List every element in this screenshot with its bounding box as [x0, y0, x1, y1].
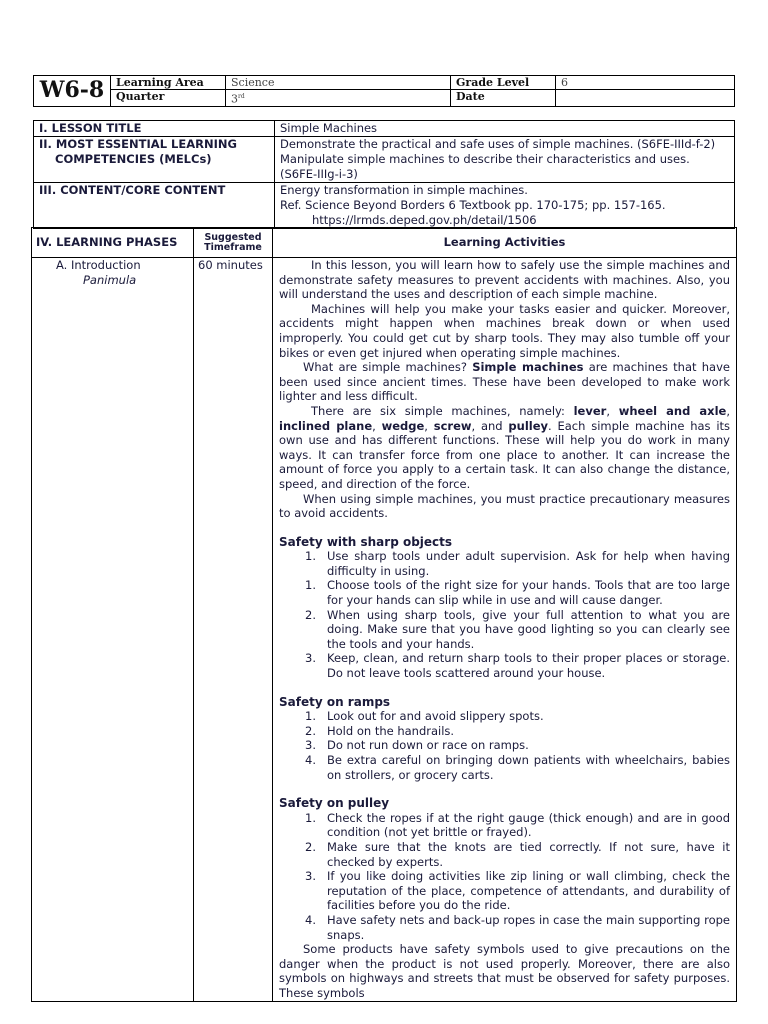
melc-label [34, 137, 275, 183]
machine-term: wedge [381, 418, 425, 433]
content-reference: Ref. Science Beyond Borders 6 Textbook pp. 170-175; pp. 157-165. [280, 198, 666, 212]
list-number: 2. [305, 723, 316, 738]
machine-term: screw [433, 418, 472, 433]
text-run: . Each simple machine has its own use and has different functions. These will help you do work in many ways. It can transfer force from one place to another. It can increase the amount of force you apply to a certain task. It can also change the distance, speed, and direction of the force. [279, 418, 731, 491]
lesson-title-label: I. LESSON TITLE [34, 121, 275, 137]
ramps-list [279, 709, 730, 782]
text-run: What are simple machines? [303, 360, 473, 375]
list-text: Choose tools of the right size for your hands. Tools that are too large for your hands can slip while in use and will cause danger. [327, 578, 730, 608]
timeframe-value: 60 minutes [194, 258, 273, 1002]
quarter-value [226, 90, 451, 107]
phase-name: A. Introduction [56, 258, 141, 272]
list-text: Be extra careful on bringing down patients with wheelchairs, babies on strollers, or grocery carts. [327, 753, 730, 782]
lesson-info-table [33, 120, 735, 229]
week-code: W6-8 [34, 76, 111, 107]
learning-area-value: Science [226, 76, 451, 90]
melc-item: (S6FE-IIIg-i-3) [280, 167, 358, 181]
intro-paragraph: When using simple machines, you must practice precautionary measures to avoid accidents. [279, 491, 730, 521]
melc-item: Demonstrate the practical and safe uses of simple machines. (S6FE-IIId-f-2) [280, 137, 716, 151]
intro-paragraph: There are six simple machines, namely: lever, wheel and axle, inclined plane, wedge, screw, and pulley. Each simple machine has its own use and has different functions. These will help you do work in many ways. It can transfer force from one place to another. It can increase the amount of force you apply to a certain task. It can also change the distance, speed, and direction of the force. [279, 403, 731, 491]
list-text: Make sure that the knots are tied correctly. If not sure, have it checked by experts. [327, 839, 730, 869]
list-item [303, 840, 730, 869]
melc-label-line1: II. MOST ESSENTIAL LEARNING [39, 137, 237, 151]
list-item [303, 869, 730, 913]
quarter-suffix: rd [238, 93, 245, 100]
text-run: There are six simple machines, namely: [311, 403, 574, 418]
quarter-number: 3 [231, 92, 238, 106]
learning-activities [273, 258, 737, 1002]
phase-cell [32, 258, 194, 1002]
list-number: 2. [305, 607, 316, 622]
learning-phases-table [31, 227, 737, 1002]
lesson-title-value: Simple Machines [275, 121, 735, 137]
list-text: Have safety nets and back-up ropes in case the main supporting rope snaps. [327, 912, 730, 942]
list-text: Use sharp tools under adult supervision. Ask for help when having difficulty in using. [327, 549, 730, 578]
sharp-objects-list [279, 549, 730, 680]
list-text: Hold on the handrails. [327, 723, 455, 738]
list-text: When using sharp tools, give your full attention to what you are doing. Make sure that you have good lighting so you can clearly see the tools and your hands. [327, 607, 730, 651]
header-table [33, 75, 735, 107]
list-item [303, 738, 730, 753]
list-item [303, 651, 730, 680]
machine-term: wheel and axle [618, 403, 727, 418]
phase-subtitle: Panimula [83, 272, 137, 287]
list-number: 4. [305, 753, 316, 767]
intro-paragraph [279, 360, 730, 404]
list-number: 1. [305, 549, 316, 564]
content-value [275, 183, 735, 229]
list-number: 3. [305, 738, 316, 753]
list-item [303, 578, 730, 607]
bold-term: Simple machines [472, 360, 584, 375]
list-number: 3. [305, 869, 316, 884]
grade-level-label: Grade Level [451, 76, 556, 90]
section-heading: Safety on ramps [279, 694, 391, 709]
section-heading: Safety on pulley [279, 796, 390, 811]
list-item [303, 549, 730, 578]
closing-paragraph: Some products have safety symbols used to give precautions on the danger when the product is not used properly. Moreover, there are also symbols on highways and streets that must be observed for safety purposes. These symbols [279, 942, 730, 1000]
list-text: If you like doing activities like zip lining or wall climbing, check the reputation of the place, competence of attendants, and durability of facilities before you do the ride. [327, 869, 730, 913]
machine-term: pulley [508, 418, 549, 433]
list-number: 3. [305, 651, 316, 666]
list-item [303, 709, 730, 724]
list-item [303, 608, 730, 652]
list-text: Do not run down or race on ramps. [327, 738, 529, 753]
list-number: 1. [305, 578, 316, 593]
list-number: 2. [305, 839, 316, 854]
intro-paragraph: Machines will help you make your tasks easier and quicker. Moreover, accidents might happen when machines break down or when used improperly. You could get cut by sharp tools. They may also tumble off your bikes or even get injured when operating simple machines. [279, 301, 730, 360]
list-item [303, 913, 730, 942]
pulley-list [279, 811, 730, 942]
date-label: Date [451, 90, 556, 107]
melc-item: Manipulate simple machines to describe their characteristics and uses. [280, 152, 690, 166]
date-value [556, 90, 735, 107]
quarter-label: Quarter [111, 90, 226, 107]
text-run: are machines that have been used since ancient times. These have been developed to make work lighter and less difficult. [279, 360, 730, 404]
learning-area-label: Learning Area [111, 76, 226, 90]
activities-column-header: Learning Activities [273, 228, 737, 258]
content-line: Energy transformation in simple machines. [280, 183, 528, 197]
list-item [303, 753, 730, 782]
reference-link[interactable]: https://lrmds.deped.gov.ph/detail/1506 [312, 213, 537, 227]
grade-level-value: 6 [556, 76, 735, 90]
list-number: 4. [305, 912, 316, 927]
list-text: Keep, clean, and return sharp tools to their proper places or storage. Do not leave tools scattered around your house. [327, 651, 730, 681]
list-number: 1. [305, 810, 316, 825]
list-item [303, 811, 730, 840]
section-heading: Safety with sharp objects [279, 534, 453, 549]
timeframe-column-header: Suggested Timeframe [194, 228, 273, 258]
melc-value [275, 137, 735, 183]
phase-column-header: IV. LEARNING PHASES [32, 228, 194, 258]
list-text: Look out for and avoid slippery spots. [327, 709, 544, 724]
intro-paragraph: In this lesson, you will learn how to safely use the simple machines and demonstrate safety measures to prevent accidents with machines. Also, you will understand the uses and description of each simple machine. [279, 258, 730, 302]
machine-term: lever [573, 403, 607, 418]
melc-label-line2: COMPETENCIES (MELCs) [55, 152, 212, 166]
list-number: 1. [305, 709, 316, 724]
list-text: Check the ropes if at the right gauge (thick enough) and are in good condition (not yet brittle or frayed). [327, 810, 730, 840]
list-item [303, 724, 730, 739]
machine-term: inclined plane [279, 418, 373, 433]
content-label: III. CONTENT/CORE CONTENT [34, 183, 275, 229]
